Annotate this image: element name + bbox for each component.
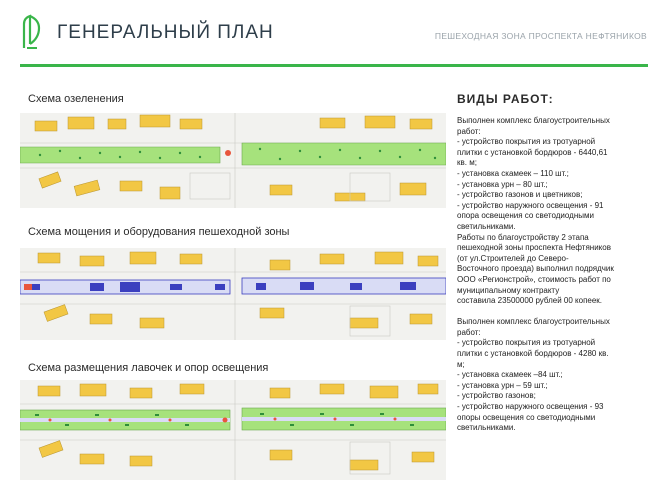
map-caption-paving: Схема мощения и оборудования пешеходной зоны <box>28 226 290 238</box>
map-paving <box>20 248 446 340</box>
map-caption-greenery: Схема озеленения <box>28 93 124 105</box>
works-line: - установка скамеек –84 шт.; <box>457 370 563 380</box>
works-line: - устройство наружного освещения - 91 <box>457 200 604 210</box>
works-title: ВИДЫ РАБОТ: <box>457 92 554 106</box>
header-divider <box>20 64 648 67</box>
works-description <box>457 116 657 434</box>
works-line: плитки с установкой бордюров - 6440,61 <box>457 147 608 157</box>
works-line: (от ул.Строителей до Северо- <box>457 253 569 263</box>
works-line: кв. м; <box>457 158 477 168</box>
works-line: - устройство газонов и цветников; <box>457 190 583 200</box>
works-line: светильниками. <box>457 423 516 433</box>
works-line: м; <box>457 359 465 369</box>
works-line: пешеходной зоны проспекта Нефтяников <box>457 243 611 253</box>
works-line: - установка урн – 80 шт.; <box>457 179 548 189</box>
map-benches-lights <box>20 380 446 480</box>
works-line: муниципальному контракту <box>457 285 560 295</box>
works-line: опора освещения со светодиодными <box>457 211 594 221</box>
works-line: - установка урн – 59 шт.; <box>457 380 548 390</box>
works-line: работ: <box>457 126 481 136</box>
works-line: - устройство покрытия из тротуарной <box>457 137 596 147</box>
works-block-stage2 <box>457 116 657 307</box>
works-line: Выполнен комплекс благоустроительных <box>457 317 610 327</box>
works-line: светильниками. <box>457 221 516 231</box>
page-subtitle: ПЕШЕХОДНАЯ ЗОНА ПРОСПЕКТА НЕФТЯНИКОВ <box>434 31 647 41</box>
works-line: Восточного проезда) выполнил подрядчик <box>457 264 614 274</box>
map-greenery <box>20 113 446 208</box>
map-caption-benches-lights: Схема размещения лавочек и опор освещения <box>28 362 269 374</box>
works-line: работ: <box>457 327 481 337</box>
leaf-logo-icon <box>21 14 43 50</box>
works-line: - установка скамеек – 110 шт.; <box>457 168 569 178</box>
works-line: плитки с установкой бордюров - 4280 кв. <box>457 349 609 359</box>
works-line: Выполнен комплекс благоустроительных <box>457 116 610 125</box>
page-title: ГЕНЕРАЛЬНЫЙ ПЛАН <box>57 22 274 43</box>
works-line: - устройство наружного освещения - 93 <box>457 402 604 412</box>
works-line: опоры освещения со светодиодными <box>457 412 596 422</box>
works-block-stage1 <box>457 317 657 434</box>
works-line: - устройство покрытия из тротуарной <box>457 338 596 348</box>
works-line: ООО «Регионстрой», стоимость работ по <box>457 274 611 284</box>
works-line: составила 23500000 рублей 00 копеек. <box>457 296 603 306</box>
works-line: Работы по благоустройству 2 этапа <box>457 232 589 242</box>
works-line: - устройство газонов; <box>457 391 536 401</box>
